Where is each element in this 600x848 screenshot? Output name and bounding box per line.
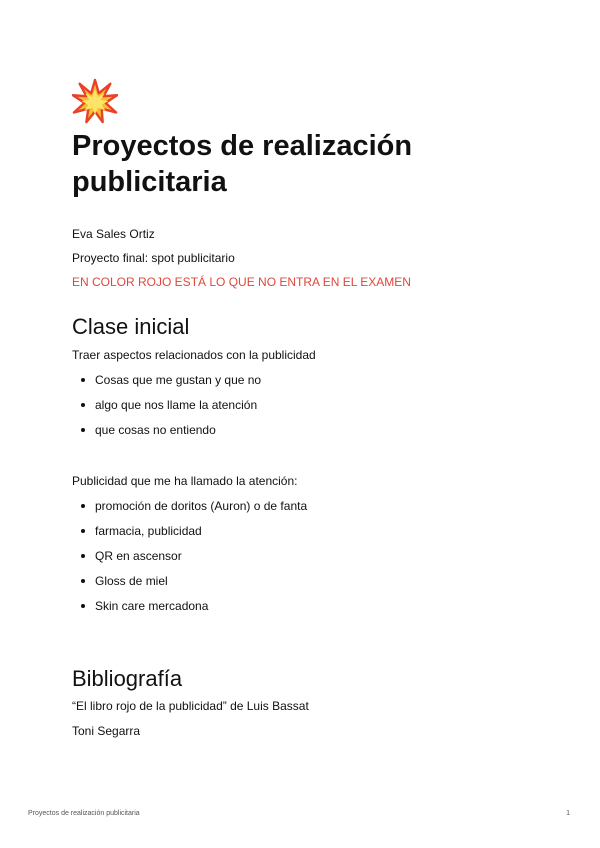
list-item-text: que cosas no entiendo <box>95 423 216 437</box>
ad-intro: Publicidad que me ha llamado la atención: <box>72 474 298 488</box>
list-item <box>72 422 261 447</box>
ad-items-list <box>72 498 307 623</box>
page-title: Proyectos de realización publicitaria <box>72 130 413 198</box>
section-heading-clase-inicial: Clase inicial <box>72 314 190 339</box>
list-item <box>72 523 307 548</box>
bibliography-entry: Toni Segarra <box>72 724 141 738</box>
footer-page-number: 1 <box>566 810 570 817</box>
list-item <box>72 372 261 397</box>
list-item-text: farmacia, publicidad <box>95 524 202 538</box>
footer-title: Proyectos de realización publicitaria <box>28 810 140 817</box>
list-item-text: Gloss de miel <box>95 574 168 588</box>
bullet-icon <box>81 529 85 533</box>
list-item <box>72 548 307 573</box>
list-item-text: Skin care mercadona <box>95 599 209 613</box>
author-name: Eva Sales Ortiz <box>72 227 155 241</box>
exam-notice: EN COLOR ROJO ESTÁ LO QUE NO ENTRA EN EL EXAMEN <box>72 275 411 289</box>
bullet-icon <box>81 604 85 608</box>
clase-intro: Traer aspectos relacionados con la publicidad <box>72 348 316 362</box>
bullet-icon <box>81 504 85 508</box>
list-item-text: Cosas que me gustan y que no <box>95 373 262 387</box>
section-heading-bibliografia: Bibliografía <box>72 666 183 691</box>
bullet-icon <box>81 378 85 382</box>
bibliography-entry: “El libro rojo de la publicidad” de Luis Bassat <box>72 699 309 713</box>
list-item <box>72 498 307 523</box>
bullet-icon <box>81 403 85 407</box>
bullet-icon <box>81 554 85 558</box>
list-item <box>72 573 307 598</box>
list-item <box>72 598 307 623</box>
list-item-text: promoción de doritos (Auron) o de fanta <box>95 499 308 513</box>
collision-icon <box>72 78 118 124</box>
bullet-icon <box>81 428 85 432</box>
list-item <box>72 397 261 422</box>
list-item-text: algo que nos llame la atención <box>95 398 258 412</box>
list-item-text: QR en ascensor <box>95 549 182 563</box>
clase-items-list <box>72 372 261 447</box>
bullet-icon <box>81 579 85 583</box>
project-line: Proyecto final: spot publicitario <box>72 251 235 265</box>
